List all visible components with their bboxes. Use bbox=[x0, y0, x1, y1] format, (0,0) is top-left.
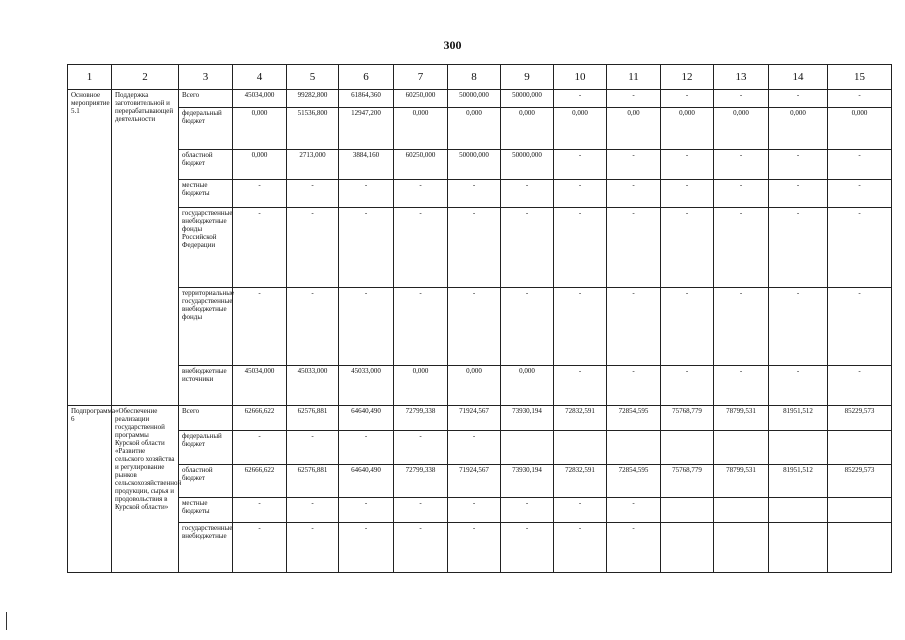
measure-title: «Обеспечение реализации государственной программы Курской области «Развитие сельского хозяйства и регулирование рынков сельскохозяйственной продукции, сырья и продовольствия в Курской области» bbox=[112, 406, 179, 573]
value-cell: 61864,360 bbox=[339, 90, 394, 108]
value-cell: - bbox=[828, 180, 892, 208]
value-cell: - bbox=[501, 498, 554, 523]
value-cell: - bbox=[501, 288, 554, 366]
value-cell: - bbox=[233, 288, 287, 366]
value-cell: - bbox=[339, 208, 394, 288]
value-cell: - bbox=[554, 90, 607, 108]
value-cell: - bbox=[394, 431, 448, 465]
column-header: 5 bbox=[287, 65, 339, 90]
value-cell: - bbox=[448, 498, 501, 523]
value-cell: - bbox=[394, 523, 448, 573]
value-cell: - bbox=[554, 366, 607, 406]
value-cell: - bbox=[394, 288, 448, 366]
value-cell: 45034,000 bbox=[233, 90, 287, 108]
value-cell: 0,000 bbox=[448, 366, 501, 406]
funding-table bbox=[67, 64, 892, 573]
value-cell: 64640,490 bbox=[339, 406, 394, 431]
value-cell: - bbox=[287, 523, 339, 573]
value-cell: 0,000 bbox=[501, 366, 554, 406]
value-cell: - bbox=[714, 150, 769, 180]
value-cell: - bbox=[607, 523, 661, 573]
value-cell: - bbox=[233, 498, 287, 523]
table-row bbox=[68, 90, 892, 108]
value-cell: 0,00 bbox=[607, 108, 661, 150]
value-cell: - bbox=[233, 431, 287, 465]
value-cell: - bbox=[233, 523, 287, 573]
value-cell: - bbox=[661, 208, 714, 288]
value-cell: - bbox=[394, 208, 448, 288]
value-cell: - bbox=[287, 180, 339, 208]
value-cell: - bbox=[769, 90, 828, 108]
column-header: 14 bbox=[769, 65, 828, 90]
value-cell: 75768,779 bbox=[661, 465, 714, 498]
value-cell: 73930,194 bbox=[501, 465, 554, 498]
value-cell: - bbox=[339, 288, 394, 366]
value-cell: 60250,000 bbox=[394, 150, 448, 180]
value-cell: 72854,595 bbox=[607, 406, 661, 431]
value-cell: - bbox=[714, 208, 769, 288]
value-cell bbox=[714, 523, 769, 573]
value-cell: - bbox=[661, 288, 714, 366]
value-cell: - bbox=[501, 180, 554, 208]
column-header: 8 bbox=[448, 65, 501, 90]
value-cell: - bbox=[501, 523, 554, 573]
value-cell: 72832,591 bbox=[554, 465, 607, 498]
column-header: 13 bbox=[714, 65, 769, 90]
table-row bbox=[68, 108, 892, 150]
value-cell: - bbox=[394, 180, 448, 208]
value-cell: - bbox=[287, 498, 339, 523]
value-cell: 45033,000 bbox=[287, 366, 339, 406]
value-cell: 0,000 bbox=[661, 108, 714, 150]
value-cell: - bbox=[661, 366, 714, 406]
value-cell: - bbox=[339, 180, 394, 208]
funding-source: внебюджетные источники bbox=[179, 366, 233, 406]
funding-source: местные бюджеты bbox=[179, 180, 233, 208]
value-cell: 0,000 bbox=[394, 366, 448, 406]
value-cell: - bbox=[233, 208, 287, 288]
column-header: 7 bbox=[394, 65, 448, 90]
value-cell: 3884,160 bbox=[339, 150, 394, 180]
value-cell: - bbox=[554, 288, 607, 366]
value-cell: - bbox=[607, 90, 661, 108]
page-number: 300 bbox=[443, 38, 462, 52]
value-cell: 71924,567 bbox=[448, 465, 501, 498]
value-cell: - bbox=[714, 180, 769, 208]
value-cell: 0,000 bbox=[448, 108, 501, 150]
value-cell: - bbox=[828, 90, 892, 108]
table-row bbox=[68, 523, 892, 573]
funding-source: областной бюджет bbox=[179, 150, 233, 180]
value-cell: - bbox=[769, 366, 828, 406]
measure-code: Подпрограмма 6 bbox=[68, 406, 112, 573]
value-cell: - bbox=[448, 523, 501, 573]
table-row bbox=[68, 208, 892, 288]
value-cell: - bbox=[714, 90, 769, 108]
funding-source: государственные внебюджетные bbox=[179, 523, 233, 573]
value-cell: - bbox=[828, 208, 892, 288]
value-cell: - bbox=[607, 150, 661, 180]
value-cell bbox=[554, 431, 607, 465]
table-row bbox=[68, 288, 892, 366]
value-cell: - bbox=[661, 90, 714, 108]
measure-code: Основное мероприятие 5.1 bbox=[68, 90, 112, 406]
value-cell: - bbox=[501, 208, 554, 288]
value-cell: 0,000 bbox=[554, 108, 607, 150]
funding-source: территориальные государственные внебюджетные фонды bbox=[179, 288, 233, 366]
value-cell: - bbox=[661, 180, 714, 208]
value-cell: 60250,000 bbox=[394, 90, 448, 108]
funding-source: областной бюджет bbox=[179, 465, 233, 498]
value-cell: - bbox=[607, 366, 661, 406]
value-cell: - bbox=[394, 498, 448, 523]
funding-source: государственные внебюджетные фонды Российской Федерации bbox=[179, 208, 233, 288]
value-cell: 51536,800 bbox=[287, 108, 339, 150]
value-cell: 72799,338 bbox=[394, 465, 448, 498]
funding-source: Всего bbox=[179, 406, 233, 431]
value-cell: 72799,338 bbox=[394, 406, 448, 431]
value-cell: - bbox=[339, 523, 394, 573]
column-header: 4 bbox=[233, 65, 287, 90]
value-cell: 0,000 bbox=[769, 108, 828, 150]
value-cell: 0,000 bbox=[501, 108, 554, 150]
margin-mark bbox=[6, 612, 7, 630]
value-cell: 45034,000 bbox=[233, 366, 287, 406]
value-cell: - bbox=[554, 523, 607, 573]
value-cell: 72832,591 bbox=[554, 406, 607, 431]
table-row bbox=[68, 431, 892, 465]
value-cell: 62666,622 bbox=[233, 406, 287, 431]
column-header: 2 bbox=[112, 65, 179, 90]
value-cell: - bbox=[448, 288, 501, 366]
value-cell bbox=[769, 523, 828, 573]
header-row bbox=[68, 65, 892, 90]
value-cell: - bbox=[448, 431, 501, 465]
value-cell: 2713,000 bbox=[287, 150, 339, 180]
value-cell: 71924,567 bbox=[448, 406, 501, 431]
value-cell: - bbox=[287, 431, 339, 465]
value-cell: 99282,800 bbox=[287, 90, 339, 108]
value-cell: - bbox=[607, 208, 661, 288]
value-cell: 0,000 bbox=[233, 108, 287, 150]
value-cell: 81951,512 bbox=[769, 465, 828, 498]
value-cell: 12947,200 bbox=[339, 108, 394, 150]
value-cell bbox=[714, 431, 769, 465]
value-cell: - bbox=[287, 288, 339, 366]
value-cell bbox=[828, 431, 892, 465]
value-cell: 45033,000 bbox=[339, 366, 394, 406]
value-cell: - bbox=[769, 288, 828, 366]
value-cell bbox=[769, 431, 828, 465]
value-cell: 0,000 bbox=[394, 108, 448, 150]
funding-source: Всего bbox=[179, 90, 233, 108]
value-cell bbox=[501, 431, 554, 465]
table-row bbox=[68, 465, 892, 498]
table-row bbox=[68, 180, 892, 208]
value-cell: 72854,595 bbox=[607, 465, 661, 498]
value-cell: 50000,000 bbox=[448, 150, 501, 180]
value-cell: 64640,490 bbox=[339, 465, 394, 498]
funding-source: федеральный бюджет bbox=[179, 108, 233, 150]
value-cell: 62576,881 bbox=[287, 465, 339, 498]
value-cell: 75768,779 bbox=[661, 406, 714, 431]
value-cell bbox=[607, 431, 661, 465]
value-cell: - bbox=[769, 180, 828, 208]
funding-source: местные бюджеты bbox=[179, 498, 233, 523]
column-header: 15 bbox=[828, 65, 892, 90]
value-cell: 85229,573 bbox=[828, 465, 892, 498]
value-cell: 81951,512 bbox=[769, 406, 828, 431]
value-cell: 78799,531 bbox=[714, 406, 769, 431]
table-row bbox=[68, 406, 892, 431]
value-cell: - bbox=[554, 180, 607, 208]
value-cell: - bbox=[828, 366, 892, 406]
value-cell: 73930,194 bbox=[501, 406, 554, 431]
value-cell: - bbox=[769, 150, 828, 180]
value-cell: 50000,000 bbox=[501, 90, 554, 108]
value-cell bbox=[661, 523, 714, 573]
measure-title: Поддержка заготовительной и перерабатывающей деятельности bbox=[112, 90, 179, 406]
value-cell bbox=[714, 498, 769, 523]
value-cell: 50000,000 bbox=[448, 90, 501, 108]
value-cell: - bbox=[607, 180, 661, 208]
value-cell bbox=[828, 523, 892, 573]
value-cell: 78799,531 bbox=[714, 465, 769, 498]
column-header: 6 bbox=[339, 65, 394, 90]
column-header: 10 bbox=[554, 65, 607, 90]
value-cell bbox=[828, 498, 892, 523]
table-row bbox=[68, 150, 892, 180]
column-header: 9 bbox=[501, 65, 554, 90]
column-header: 12 bbox=[661, 65, 714, 90]
value-cell: 0,000 bbox=[828, 108, 892, 150]
value-cell: - bbox=[339, 498, 394, 523]
value-cell: 0,000 bbox=[714, 108, 769, 150]
value-cell: - bbox=[448, 208, 501, 288]
table-body bbox=[68, 90, 892, 573]
value-cell bbox=[661, 498, 714, 523]
funding-source: федеральный бюджет bbox=[179, 431, 233, 465]
value-cell: - bbox=[607, 498, 661, 523]
value-cell: - bbox=[339, 431, 394, 465]
value-cell: 62666,622 bbox=[233, 465, 287, 498]
value-cell bbox=[769, 498, 828, 523]
column-header: 11 bbox=[607, 65, 661, 90]
value-cell: - bbox=[661, 150, 714, 180]
value-cell: 62576,881 bbox=[287, 406, 339, 431]
table-row bbox=[68, 498, 892, 523]
value-cell: - bbox=[233, 180, 287, 208]
value-cell: - bbox=[607, 288, 661, 366]
value-cell: - bbox=[828, 150, 892, 180]
table-row bbox=[68, 366, 892, 406]
value-cell: - bbox=[554, 208, 607, 288]
value-cell: - bbox=[287, 208, 339, 288]
value-cell: 50000,000 bbox=[501, 150, 554, 180]
value-cell: - bbox=[554, 498, 607, 523]
value-cell: - bbox=[448, 180, 501, 208]
value-cell: 0,000 bbox=[233, 150, 287, 180]
value-cell: 85229,573 bbox=[828, 406, 892, 431]
value-cell: - bbox=[769, 208, 828, 288]
value-cell: - bbox=[714, 288, 769, 366]
column-header: 1 bbox=[68, 65, 112, 90]
value-cell bbox=[661, 431, 714, 465]
value-cell: - bbox=[554, 150, 607, 180]
value-cell: - bbox=[714, 366, 769, 406]
value-cell: - bbox=[828, 288, 892, 366]
column-header: 3 bbox=[179, 65, 233, 90]
